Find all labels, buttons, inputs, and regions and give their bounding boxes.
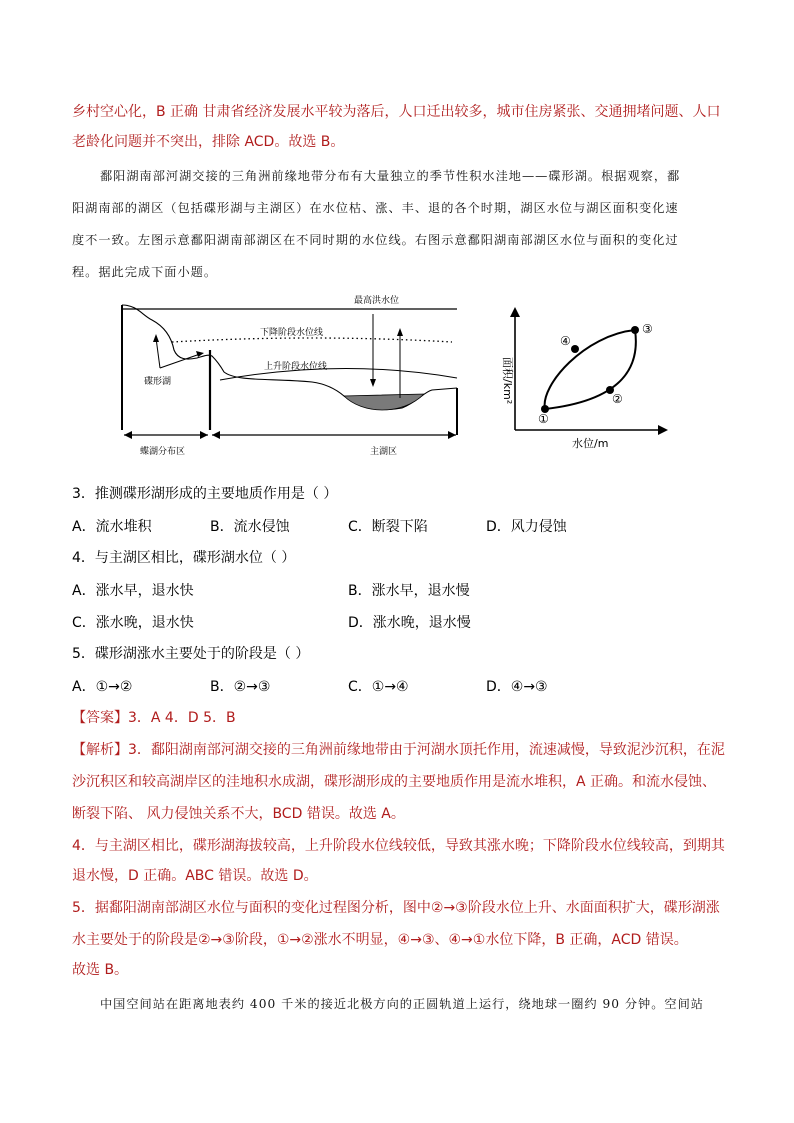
- question-4-stem: 4．与主湖区相比，碟形湖水位（ ）: [72, 550, 296, 566]
- passage-line: 鄱阳湖南部河湖交接的三角洲前缘地带分布有大量独立的季节性积水洼地——碟形湖。根据观察，鄱: [100, 169, 681, 183]
- x-axis-label: 水位/m: [572, 437, 609, 450]
- question-3-option-a[interactable]: A．流水堆积: [72, 519, 152, 535]
- arrow-head: [124, 431, 132, 439]
- question-4-option-a[interactable]: A．涨水早，退水快: [72, 583, 194, 599]
- question-3-option-b[interactable]: B．流水侵蚀: [210, 519, 290, 535]
- analysis-line: [72, 740, 732, 760]
- passage-line: 阳湖南部的湖区（包括碟形湖与主湖区）在水位枯、涨、丰、退的各个时期，湖区水位与湖区面积变化速: [72, 201, 679, 215]
- question-5-option-a[interactable]: A．①→②: [72, 679, 133, 695]
- y-axis-label: 面积/km²: [501, 357, 514, 405]
- point-label-2: ②: [612, 392, 623, 406]
- pointer-arrow: [160, 354, 200, 368]
- x-axis-arrow: [658, 425, 668, 435]
- question-3-option-d[interactable]: D．风力侵蚀: [486, 519, 567, 535]
- arrow-head: [212, 431, 220, 439]
- lake-cross-section-figure: [112, 290, 468, 460]
- point-3: [631, 326, 639, 334]
- analysis-line: 4．与主湖区相比，碟形湖海拔较高，上升阶段水位线较低，导致其涨水晚；下降阶段水位线较高，到期其: [72, 838, 725, 854]
- answer-continuation-line-1: 乡村空心化，B 正确 甘肃省经济发展水平较为落后，人口迁出较多，城市住房紧张、交通拥堵问题、人口: [72, 104, 721, 120]
- analysis-line: 5．据鄱阳湖南部湖区水位与面积的变化过程图分析，图中②→③阶段水位上升、水面面积扩大，碟形湖涨: [72, 900, 720, 916]
- next-passage-line: 中国空间站在距离地表约 400 千米的接近北极方向的正圆轨道上运行，绕地球一圈约 90 分钟。空间站: [100, 997, 704, 1011]
- label-main-lake: 主湖区: [370, 447, 398, 457]
- arrow-head: [200, 431, 208, 439]
- label-dish-lake: 碟形湖: [144, 377, 172, 387]
- analysis-line: 退水慢，D 正确。ABC 错误。故选 D。: [72, 868, 318, 884]
- analysis-text: 3．鄱阳湖南部河湖交接的三角洲前缘地带由于河湖水顶托作用，流速减慢，导致泥沙沉积，在泥: [128, 742, 725, 758]
- answer-text: 3．A 4．D 5．B: [128, 710, 236, 726]
- label-falling: 下降阶段水位线: [260, 328, 324, 338]
- question-5-option-b[interactable]: B．②→③: [210, 679, 271, 695]
- question-4-option-b[interactable]: B．涨水早，退水慢: [348, 583, 470, 599]
- question-5-stem: 5．碟形湖涨水主要处于的阶段是（ ）: [72, 646, 310, 662]
- question-4-option-d[interactable]: D．涨水晚，退水慢: [348, 615, 471, 631]
- rising-water-line: [220, 368, 457, 380]
- analysis-line: 故选 B。: [72, 962, 129, 978]
- passage-line: 度不一致。左图示意鄱阳湖南部湖区在不同时期的水位线。右图示意鄱阳湖南部湖区水位与面积的变化过: [72, 233, 679, 247]
- analysis-line: 水主要处于的阶段是②→③阶段，①→②涨水不明显，④→③、④→①水位下降，B 正确，ACD 错误。: [72, 932, 688, 948]
- question-5-option-d[interactable]: D．④→③: [486, 679, 548, 695]
- point-label-1: ①: [538, 412, 549, 426]
- point-label-4: ④: [560, 334, 571, 348]
- answer-tag: 【答案】: [72, 710, 128, 726]
- label-dish-area: 蝶湖分布区: [140, 447, 186, 457]
- answer-line: [72, 708, 732, 728]
- analysis-line: 断裂下陷、 风力侵蚀关系不大，BCD 错误。故选 A。: [72, 806, 405, 822]
- arrow-head: [448, 431, 456, 439]
- point-4: [571, 345, 579, 353]
- analysis-tag: 【解析】: [72, 742, 128, 758]
- up-arrow-head: [397, 328, 403, 336]
- question-3-stem: 3．推测碟形湖形成的主要地质作用是（ ）: [72, 486, 338, 502]
- answer-continuation-line-2: 老龄化问题并不突出，排除 ACD。故选 B。: [72, 134, 345, 150]
- down-arrow-head: [370, 379, 376, 387]
- question-5-option-c[interactable]: C．①→④: [348, 679, 409, 695]
- pointer-arrow-head: [153, 334, 159, 342]
- y-axis-arrow: [510, 307, 520, 317]
- question-3-option-c[interactable]: C．断裂下陷: [348, 519, 428, 535]
- question-4-option-c[interactable]: C．涨水晚，退水快: [72, 615, 194, 631]
- passage-line: 程。据此完成下面小题。: [72, 265, 218, 279]
- main-lake-water: [344, 394, 424, 410]
- level-area-figure: [490, 305, 680, 455]
- terrain-profile: [122, 305, 457, 410]
- falling-water-line: [172, 338, 452, 342]
- analysis-line: 沙沉积区和较高湖岸区的洼地积水成湖，碟形湖形成的主要地质作用是流水堆积，A 正确。和流水侵蚀、: [72, 774, 717, 790]
- point-label-3: ③: [642, 322, 653, 336]
- pointer-arrow: [156, 338, 160, 368]
- label-highest-flood: 最高洪水位: [354, 296, 400, 306]
- label-rising: 上升阶段水位线: [264, 362, 328, 372]
